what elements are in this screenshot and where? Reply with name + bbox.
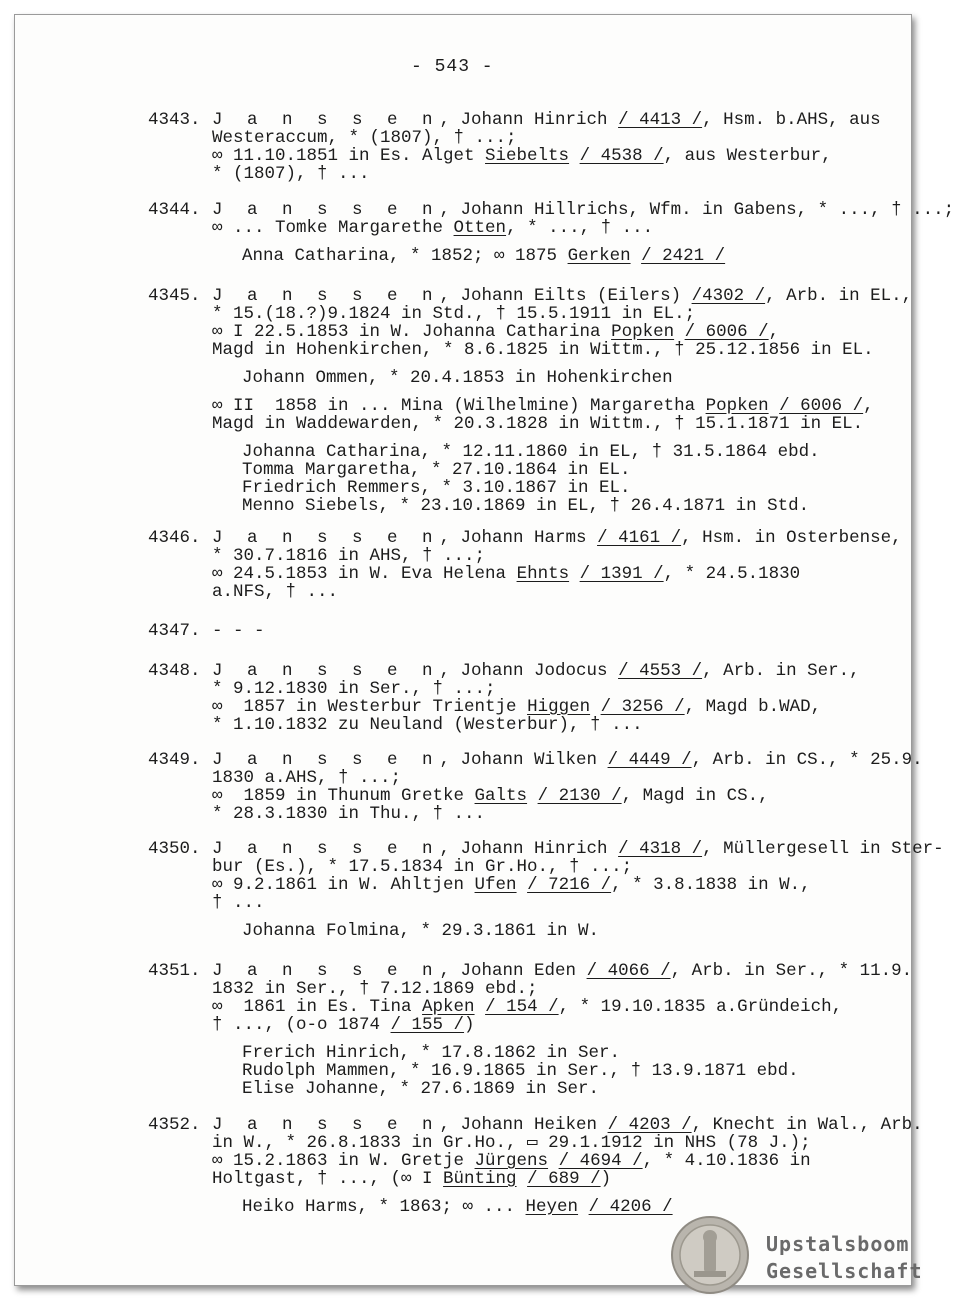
reference: / 6006 /	[684, 322, 769, 342]
entry-text: Westeraccum, * (1807), † ...;	[212, 128, 517, 148]
entry-text: Johanna Folmina, * 29.3.1861 in W.	[242, 921, 600, 941]
entry-head-line	[148, 662, 868, 680]
reference: Galts	[474, 786, 528, 806]
entry-line	[148, 716, 868, 734]
entry-4348	[148, 662, 868, 734]
entry-text	[674, 322, 685, 342]
entry-text: , Johann Heiken	[439, 1115, 608, 1135]
entry-text: Magd in Waddewarden, * 20.3.1828 in Wittm., † 15.1.1871 in EL.	[212, 414, 864, 434]
reference: Jürgens	[474, 1151, 549, 1171]
entry-text: , Johann Jodocus	[439, 661, 619, 681]
entry-number: 4346.	[148, 528, 201, 548]
entry-text: , Johann Hinrich	[439, 839, 619, 859]
reference: Ehnts	[516, 564, 570, 584]
entry-text: , Müllergesell in Ster-	[702, 839, 944, 859]
reference: / 2421 /	[641, 246, 726, 266]
entry-text: , Johann Hinrich	[439, 110, 619, 130]
entry-text	[590, 697, 601, 717]
entry-text: , Magd in CS.,	[621, 786, 769, 806]
entry-number: 4348.	[148, 661, 201, 681]
entry-4349	[148, 750, 923, 824]
entry-text: , Magd b.WAD,	[684, 697, 822, 717]
child-line	[148, 461, 868, 479]
entry-text	[548, 1151, 559, 1171]
child-line	[148, 497, 868, 515]
entry-text: , Johann Eden	[439, 961, 587, 981]
entry-number: 4347.	[148, 621, 201, 641]
reference: / 4449 /	[607, 750, 692, 770]
entry-line	[148, 998, 868, 1016]
entry-4343	[148, 110, 881, 184]
reference: / 4203 /	[607, 1115, 692, 1135]
entry-text: † ...	[212, 893, 265, 913]
entry-text: , * 24.5.1830	[663, 564, 801, 584]
upstalsboom-logo	[670, 1215, 923, 1295]
surname: J a n s s e n	[212, 528, 440, 548]
reference: / 689 /	[527, 1169, 601, 1189]
entry-head-line	[148, 200, 954, 220]
entry-text: ∞ 15.2.1863 in W. Gretje	[212, 1151, 475, 1171]
entry-text: )	[464, 1015, 475, 1035]
entry-text	[527, 786, 538, 806]
entry-text: ∞ 9.2.1861 in W. Ahltjen	[212, 875, 475, 895]
reference: /4302 /	[691, 286, 766, 306]
entry-text	[631, 246, 642, 266]
entry-text	[769, 396, 780, 416]
entry-text: † ..., (o-o 1874	[212, 1015, 391, 1035]
entry-text: * 9.12.1830 in Ser., † ...;	[212, 679, 496, 699]
child-line	[148, 369, 868, 387]
entry-line	[148, 583, 868, 601]
entry-text: Magd in Hohenkirchen, * 8.6.1825 in Wittm., † 25.12.1856 in EL.	[212, 340, 874, 360]
reference: Heyen	[525, 1197, 579, 1217]
entry-line	[148, 1134, 868, 1152]
entry-number: 4344.	[148, 200, 201, 220]
entry-text: ∞ 1861 in Es. Tina	[212, 997, 423, 1017]
entry-text: , Knecht in Wal., Arb.	[691, 1115, 923, 1135]
document-page	[14, 14, 954, 1286]
entry-line	[148, 894, 868, 912]
entry-text: ∞ ... Tomke Margarethe	[212, 218, 454, 238]
entry-text: Anna Catharina, * 1852; ∞ 1875	[242, 246, 568, 266]
seal-icon	[670, 1215, 750, 1295]
entry-text: ,	[768, 322, 780, 342]
entry-text: ∞ 1857 in Westerbur Trientje	[212, 697, 528, 717]
reference: Popken	[705, 396, 769, 416]
child-line	[148, 1062, 868, 1080]
entry-text: )	[600, 1169, 612, 1189]
entry-text	[517, 1169, 528, 1189]
entry-text: * (1807), † ...	[212, 164, 370, 184]
entry-text: , Arb. in CS., * 25.9.	[691, 750, 923, 770]
entry-text: ∞ 1859 in Thunum Gretke	[212, 786, 475, 806]
reference: / 6006 /	[779, 396, 864, 416]
entry-4350	[148, 839, 944, 941]
surname: J a n s s e n	[212, 750, 440, 770]
entry-line	[148, 129, 868, 147]
reference: / 1391 /	[579, 564, 664, 584]
entry-text: 1832 in Ser., † 7.12.1869 ebd.;	[212, 979, 538, 999]
entry-line	[148, 1170, 868, 1188]
reference: Popken	[611, 322, 675, 342]
entry-text: ∞ II 1858 in ... Mina (Wilhelmine) Margaretha	[212, 396, 706, 416]
entry-line	[148, 858, 868, 876]
entry-text: , aus Westerbur,	[663, 146, 832, 166]
entry-text: , Arb. in Ser., * 11.9.	[670, 961, 913, 981]
surname: J a n s s e n	[212, 110, 440, 130]
entry-text: , * 19.10.1835 a.Gründeich,	[558, 997, 843, 1017]
surname: J a n s s e n	[212, 200, 440, 220]
entry-text: , Arb. in Ser.,	[702, 661, 860, 681]
reference: Apken	[422, 997, 475, 1017]
entry-4351	[148, 961, 913, 1099]
entry-text: in W., * 26.8.1833 in Gr.Ho., ▭ 29.1.1912 in NHS (78 J.);	[212, 1133, 811, 1153]
logo-line-2: Gesellschaft	[766, 1259, 923, 1283]
reference: / 4694 /	[558, 1151, 643, 1171]
entry-text: a.NFS, † ...	[212, 582, 339, 602]
surname: J a n s s e n	[212, 286, 440, 306]
entry-line	[148, 565, 868, 583]
entry-text: ,	[863, 396, 874, 416]
entry-text: Friedrich Remmers, * 3.10.1867 in EL.	[242, 478, 631, 498]
logo-line-1: Upstalsboom	[766, 1232, 910, 1256]
child-line	[148, 247, 868, 265]
reference: / 4066 /	[586, 961, 671, 981]
reference: Siebelts	[485, 146, 570, 166]
reference: / 7216 /	[527, 875, 612, 895]
entry-line	[148, 165, 868, 183]
entry-line	[148, 769, 868, 787]
entry-text	[569, 564, 580, 584]
entry-head-line	[148, 750, 923, 770]
entry-text: Tomma Margaretha, * 27.10.1864 in EL.	[242, 460, 631, 480]
entry-text: Johanna Catharina, * 12.11.1860 in EL, † 31.5.1864 ebd.	[242, 442, 820, 462]
entry-text: - - -	[212, 621, 265, 641]
reference: / 4553 /	[618, 661, 703, 681]
reference: / 154 /	[485, 997, 559, 1017]
entry-text: , Hsm. in Osterbense,	[681, 528, 902, 548]
reference: / 2130 /	[537, 786, 622, 806]
child-line	[148, 1044, 868, 1062]
entry-text: Elise Johanne, * 27.6.1869 in Ser.	[242, 1079, 600, 1099]
entry-line	[148, 305, 868, 323]
child-line	[148, 443, 868, 461]
entry-4346	[148, 528, 902, 602]
entry-text: , Arb. in EL.,	[765, 286, 913, 306]
entry-head-line	[148, 622, 868, 640]
entry-number: 4349.	[148, 750, 201, 770]
entry-text: , * 3.8.1838 in W.,	[611, 875, 811, 895]
entry-line	[148, 547, 868, 565]
entry-text: Johann Ommen, * 20.4.1853 in Hohenkirchen	[242, 368, 673, 388]
page-number: - 543 -	[411, 57, 494, 77]
entry-4347	[148, 622, 868, 640]
entry-text: ∞ I 22.5.1853 in W. Johanna Catharina	[212, 322, 612, 342]
surname: J a n s s e n	[212, 839, 440, 859]
entry-4344	[148, 200, 954, 266]
entry-text: * 30.7.1816 in AHS, † ...;	[212, 546, 486, 566]
entry-text	[569, 146, 580, 166]
surname: J a n s s e n	[212, 1115, 440, 1135]
entry-text: * 28.3.1830 in Thu., † ...	[212, 804, 486, 824]
reference: / 4206 /	[588, 1197, 673, 1217]
entry-text: , Johann Hillrichs, Wfm. in Gabens, * ..., † ...;	[439, 200, 954, 220]
entry-line	[148, 396, 874, 416]
surname: J a n s s e n	[212, 961, 440, 981]
entry-head-line	[148, 1115, 923, 1135]
entry-head-line	[148, 286, 913, 306]
entry-text: bur (Es.), * 17.5.1834 in Gr.Ho., † ...;	[212, 857, 633, 877]
entry-head-line	[148, 528, 902, 548]
child-line	[148, 1198, 868, 1216]
entry-text: Holtgast, † ..., (∞ I	[212, 1169, 444, 1189]
entry-number: 4350.	[148, 839, 201, 859]
entry-number: 4345.	[148, 286, 201, 306]
reference: / 4538 /	[579, 146, 664, 166]
entry-line	[148, 805, 868, 823]
child-line	[148, 1080, 868, 1098]
entry-text: , * ..., † ...	[506, 218, 654, 238]
entry-text	[517, 875, 528, 895]
child-line	[148, 922, 868, 940]
entry-line	[148, 219, 868, 237]
entry-text: Frerich Hinrich, * 17.8.1862 in Ser.	[242, 1043, 621, 1063]
reference: Otten	[453, 218, 507, 238]
entry-text: Heiko Harms, * 1863; ∞ ...	[242, 1197, 526, 1217]
entry-4352	[148, 1115, 923, 1217]
entry-text: Rudolph Mammen, * 16.9.1865 in Ser., † 13.9.1871 ebd.	[242, 1061, 799, 1081]
entry-line	[148, 980, 868, 998]
entry-line	[148, 147, 868, 165]
entry-text: 1830 a.AHS, † ...;	[212, 768, 402, 788]
reference: Higgen	[527, 697, 591, 717]
entry-number: 4352.	[148, 1115, 201, 1135]
entry-text: * 15.(18.?)9.1824 in Std., † 15.5.1911 in EL.;	[212, 304, 696, 324]
entry-text: ∞ 24.5.1853 in W. Eva Helena	[212, 564, 517, 584]
entry-head-line	[148, 110, 881, 130]
reference: / 4161 /	[597, 528, 682, 548]
entry-text: , Johann Eilts (Eilers)	[439, 286, 692, 306]
entry-4345	[148, 286, 913, 516]
entry-text	[475, 997, 486, 1017]
entry-line	[148, 323, 868, 341]
reference: Gerken	[567, 246, 631, 266]
entry-text: Menno Siebels, * 23.10.1869 in EL, † 26.4.1871 in Std.	[242, 496, 810, 516]
entry-head-line	[148, 961, 913, 981]
entry-text: , Johann Harms	[439, 528, 598, 548]
child-line	[148, 479, 868, 497]
reference: Bünting	[443, 1169, 517, 1189]
reference: Ufen	[474, 875, 517, 895]
entry-line	[148, 876, 868, 894]
entry-text: , * 4.10.1836 in	[642, 1151, 811, 1171]
entry-text: ∞ 11.10.1851 in Es. Alget	[212, 146, 486, 166]
entry-text: , Johann Wilken	[439, 750, 608, 770]
surname: J a n s s e n	[212, 661, 440, 681]
entry-line	[148, 1016, 868, 1034]
entry-line	[148, 787, 868, 805]
entry-line	[148, 1152, 868, 1170]
entry-number: 4343.	[148, 110, 201, 130]
reference: / 4318 /	[618, 839, 703, 859]
entry-text: , Hsm. b.AHS, aus	[702, 110, 881, 130]
entry-line	[148, 680, 868, 698]
reference: / 155 /	[390, 1015, 465, 1035]
entry-text	[578, 1197, 589, 1217]
entry-line	[148, 415, 868, 433]
entry-line	[148, 340, 874, 360]
reference: / 3256 /	[600, 697, 685, 717]
entry-line	[148, 698, 868, 716]
entry-text: * 1.10.1832 zu Neuland (Westerbur), † ...	[212, 715, 643, 735]
reference: / 4413 /	[618, 110, 703, 130]
entry-head-line	[148, 839, 944, 859]
entry-number: 4351.	[148, 961, 201, 981]
